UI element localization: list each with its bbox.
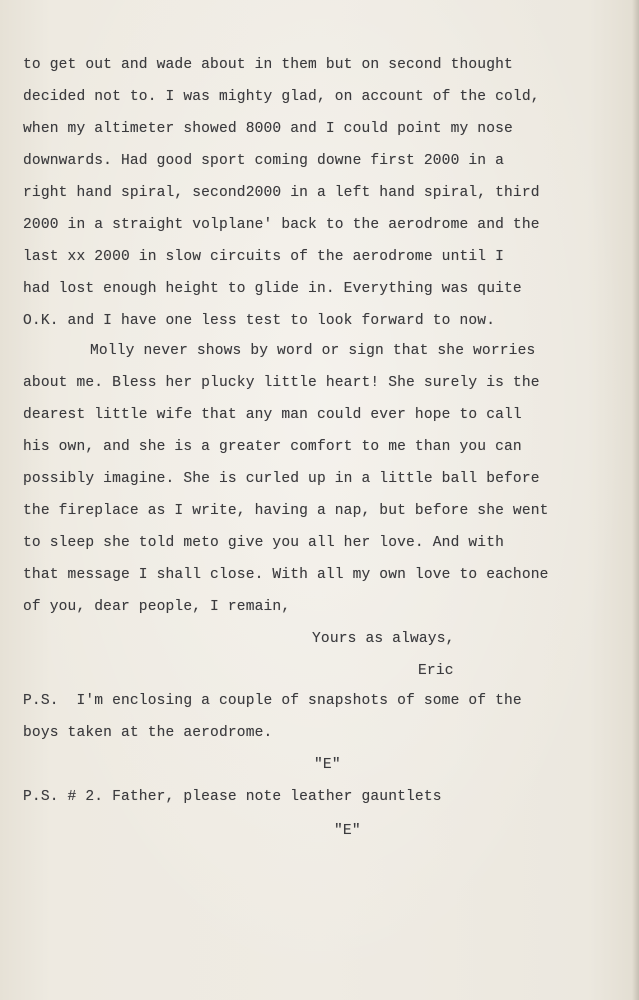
body-line: had lost enough height to glide in. Everything was quite [23, 281, 522, 297]
body-line: last xx 2000 in slow circuits of the aerodrome until I [23, 249, 505, 265]
postscript-line: boys taken at the aerodrome. [23, 725, 273, 741]
body-line: to get out and wade about in them but on second thought [23, 57, 513, 73]
body-line: his own, and she is a greater comfort to me than you can [23, 439, 522, 455]
postscript-2-line: P.S. # 2. Father, please note leather gauntlets [23, 789, 442, 805]
signature: Eric [418, 663, 454, 679]
complimentary-close: Yours as always, [312, 631, 455, 647]
body-line: 2000 in a straight volplane' back to the aerodrome and the [23, 217, 540, 233]
body-line: right hand spiral, second2000 in a left hand spiral, third [23, 185, 540, 201]
body-line: the fireplace as I write, having a nap, but before she went [23, 503, 549, 519]
body-line: Molly never shows by word or sign that she worries [90, 343, 536, 359]
body-line: that message I shall close. With all my own love to eachone [23, 567, 549, 583]
body-line: decided not to. I was mighty glad, on account of the cold, [23, 89, 540, 105]
body-line: to sleep she told meto give you all her love. And with [23, 535, 505, 551]
body-line: possibly imagine. She is curled up in a little ball before [23, 471, 540, 487]
postscript-2-initial: "E" [334, 823, 361, 839]
postscript-line: P.S. I'm enclosing a couple of snapshots of some of the [23, 693, 522, 709]
postscript-initial: "E" [314, 757, 341, 773]
body-line: O.K. and I have one less test to look forward to now. [23, 313, 496, 329]
body-line: about me. Bless her plucky little heart! She surely is the [23, 375, 540, 391]
body-line: downwards. Had good sport coming downe first 2000 in a [23, 153, 505, 169]
body-line: of you, dear people, I remain, [23, 599, 291, 615]
body-line: dearest little wife that any man could ever hope to call [23, 407, 522, 423]
body-line: when my altimeter showed 8000 and I could point my nose [23, 121, 513, 137]
